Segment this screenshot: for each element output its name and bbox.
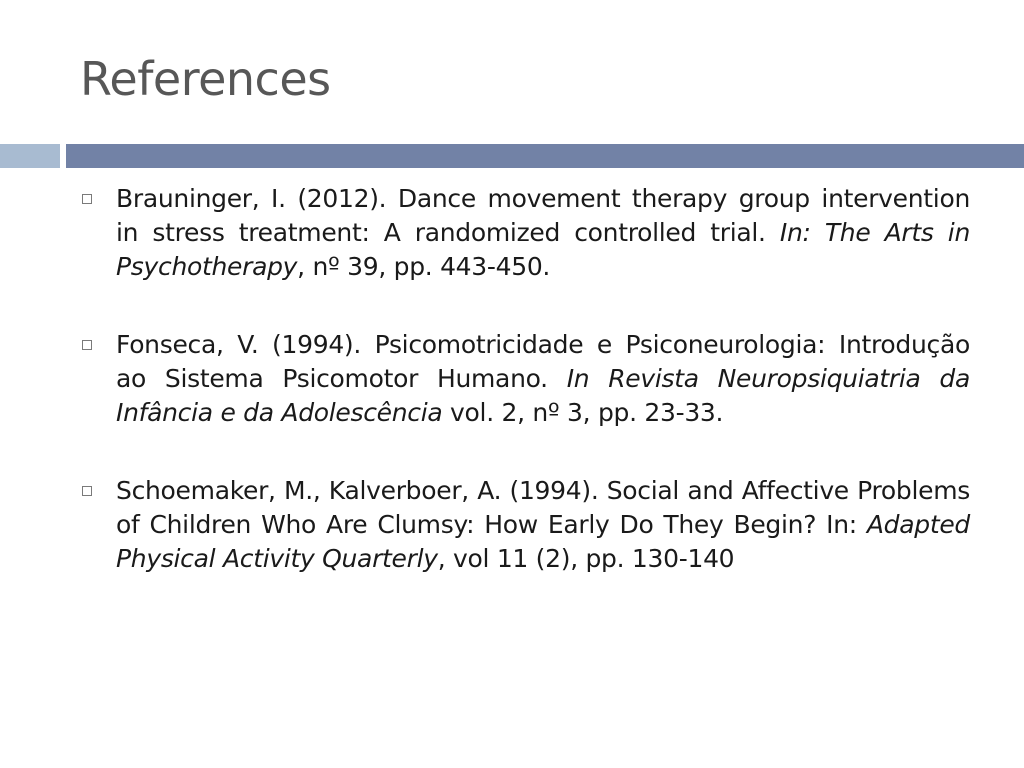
reference-item (80, 182, 970, 284)
reference-details: vol. 2, nº 3, pp. 23-33. (442, 398, 724, 427)
reference-citation: Brauninger, I. (2012). Dance movement therapy group intervention in stress treatment: A randomized controlled trial. (116, 184, 970, 247)
accent-bar-right (66, 144, 1024, 168)
hollow-square-bullet-icon (82, 486, 92, 496)
reference-citation: Schoemaker, M., Kalverboer, A. (1994). Social and Affective Problems of Children Who Are Clumsy: How Early Do They Begin? In: (116, 476, 970, 539)
reference-item (80, 474, 970, 576)
reference-details: , vol 11 (2), pp. 130-140 (437, 544, 735, 573)
reference-list (80, 182, 970, 620)
reference-text (116, 182, 970, 284)
slide-title: References (80, 52, 331, 106)
accent-bar-left (0, 144, 60, 168)
hollow-square-bullet-icon (82, 194, 92, 204)
reference-text (116, 328, 970, 430)
reference-citation: Fonseca, V. (1994). Psicomotricidade e Psiconeurologia: Introdução ao Sistema Psicomotor Humano. (116, 330, 970, 393)
reference-source-title: Adapted Physical Activity Quarterly (116, 510, 970, 573)
reference-item (80, 328, 970, 430)
reference-text (116, 474, 970, 576)
hollow-square-bullet-icon (82, 340, 92, 350)
reference-source-title: In: The Arts in Psychotherapy (116, 218, 970, 281)
reference-details: , nº 39, pp. 443-450. (297, 252, 551, 281)
reference-source-title: In Revista Neuropsiquiatria da Infância e da Adolescência (116, 364, 971, 427)
